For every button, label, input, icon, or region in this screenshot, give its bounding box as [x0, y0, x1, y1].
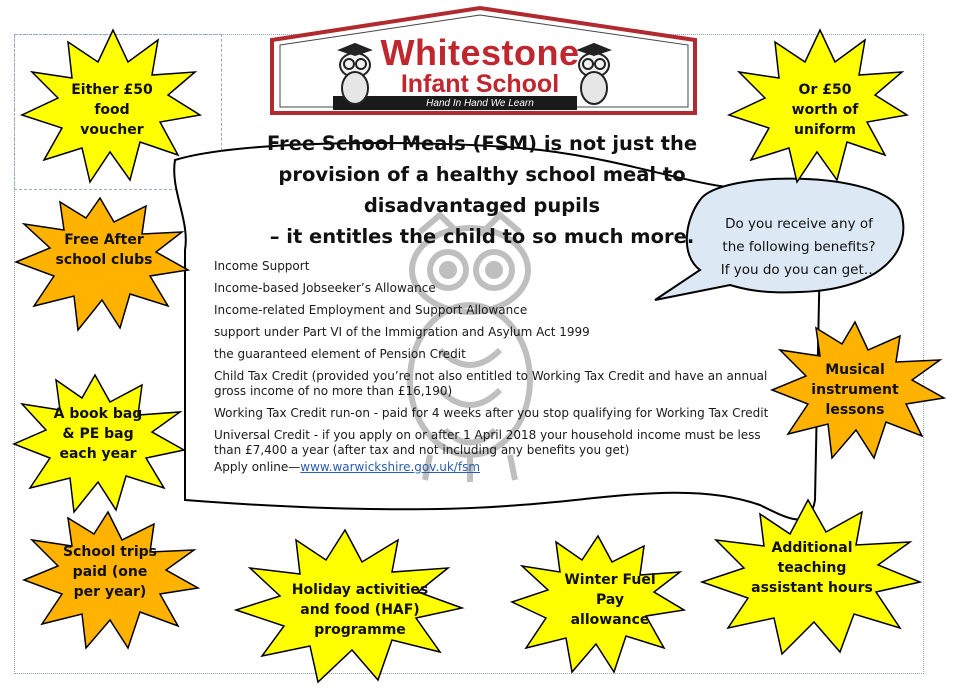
burst-line: assistant hours	[751, 580, 873, 596]
burst-line: Free After	[64, 232, 144, 248]
burst-food-voucher-text	[62, 80, 162, 140]
burst-ta-hours-text	[742, 538, 882, 598]
burst-line: uniform	[794, 122, 856, 138]
burst-line: Or £50	[798, 82, 852, 98]
headline-line: – it entitles the child to so much more.	[269, 225, 695, 248]
burst-line: school clubs	[55, 252, 153, 268]
burst-line: School trips	[62, 544, 157, 560]
burst-book-bag-text	[38, 404, 158, 464]
burst-line: Pay	[595, 592, 625, 608]
benefit-item: Income-related Employment and Support Allowance	[214, 303, 528, 317]
burst-line: & PE bag	[62, 426, 134, 442]
burst-line: and food (HAF)	[300, 602, 420, 618]
burst-line: lessons	[825, 402, 885, 418]
bubble-line: If you do you can get…	[720, 262, 878, 278]
bubble-line: the following benefits?	[722, 239, 876, 255]
burst-line: food	[94, 102, 130, 118]
benefit-item: Income Support	[214, 259, 310, 273]
burst-line: worth of	[791, 102, 859, 118]
headline-line: disadvantaged pupils	[363, 194, 601, 217]
benefit-item: Child Tax Credit (provided you’re not also entitled to Working Tax Credit and have an annual gross income of no more than £16,190)	[214, 369, 768, 398]
burst-line: allowance	[570, 612, 650, 628]
burst-fuel-text	[550, 570, 670, 630]
school-name: Whitestone	[380, 32, 580, 73]
burst-line: programme	[314, 622, 406, 638]
benefits-list	[214, 259, 770, 475]
apply-label: Apply online—	[214, 460, 301, 474]
burst-line: A book bag	[53, 406, 143, 422]
headline-line: provision of a healthy school meal to	[278, 163, 686, 186]
benefit-item: the guaranteed element of Pension Credit	[214, 347, 466, 361]
burst-trips-text	[50, 542, 170, 602]
school-type: Infant School	[400, 70, 560, 98]
burst-line: each year	[59, 446, 137, 462]
burst-line: paid (one	[72, 564, 148, 580]
burst-line: per year)	[73, 584, 147, 600]
burst-line: Additional	[771, 540, 853, 556]
burst-haf-text	[280, 580, 440, 640]
benefit-item: Universal Credit - if you apply on or after 1 April 2018 your household income must be less than £7,400 a year (after tax and not including any benefits you get)	[214, 428, 761, 457]
headline	[232, 128, 732, 252]
burst-line: Winter Fuel	[564, 572, 656, 588]
apply-link[interactable]: www.warwickshire.gov.uk/fsm	[300, 460, 481, 474]
burst-line: instrument	[811, 382, 899, 398]
burst-line: Either £50	[71, 82, 153, 98]
burst-music-text	[800, 360, 910, 420]
burst-line: voucher	[80, 122, 144, 138]
benefit-item: Income-based Jobseeker’s Allowance	[214, 281, 436, 295]
burst-line: teaching	[777, 560, 847, 576]
benefit-item: support under Part VI of the Immigration and Asylum Act 1999	[214, 325, 590, 339]
burst-line: Musical	[825, 362, 885, 378]
school-tagline: Hand In Hand We Learn	[426, 98, 534, 109]
burst-line: Holiday activities	[291, 582, 429, 598]
bubble-line: Do you receive any of	[725, 216, 873, 232]
benefit-item: Working Tax Credit run-on - paid for 4 weeks after you stop qualifying for Working Tax Credit	[214, 406, 769, 420]
burst-after-school-text	[44, 230, 164, 270]
headline-line: Free School Meals (FSM) is not just the	[266, 132, 698, 155]
apply-online	[214, 460, 770, 475]
burst-uniform-text	[770, 80, 880, 140]
